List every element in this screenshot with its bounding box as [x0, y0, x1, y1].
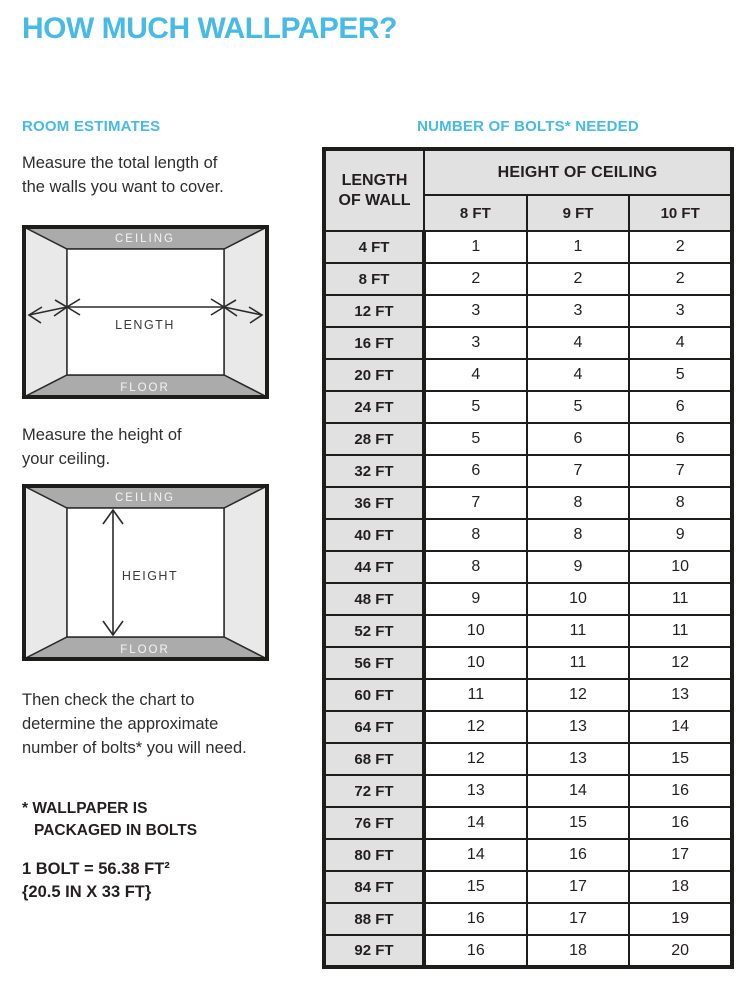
bolt-count-cell: 5	[424, 391, 527, 423]
bolt-count-cell: 8	[629, 487, 732, 519]
bolt-count-cell: 11	[527, 647, 630, 679]
right-wall-shape	[224, 486, 267, 659]
bolt-count-cell: 18	[527, 935, 630, 967]
bolt-count-cell: 4	[424, 359, 527, 391]
table-row	[324, 679, 732, 711]
footnote-line-1: * WALLPAPER IS	[22, 800, 148, 817]
row-label: 72 FT	[324, 775, 424, 807]
bolt-count-cell: 15	[527, 807, 630, 839]
row-label: 60 FT	[324, 679, 424, 711]
bolt-count-cell: 10	[424, 615, 527, 647]
ceiling-label: CEILING	[114, 233, 176, 245]
bolt-count-cell: 19	[629, 903, 732, 935]
col-header-10ft: 10 FT	[629, 195, 732, 231]
bolt-count-cell: 13	[629, 679, 732, 711]
row-label: 36 FT	[324, 487, 424, 519]
table-row	[324, 743, 732, 775]
wallpaper-footnote	[22, 798, 304, 842]
table-row	[324, 519, 732, 551]
bolt-count-cell: 17	[527, 903, 630, 935]
bolt-count-cell: 12	[629, 647, 732, 679]
row-label: 28 FT	[324, 423, 424, 455]
bolt-count-cell: 20	[629, 935, 732, 967]
row-label: 20 FT	[324, 359, 424, 391]
row-label: 56 FT	[324, 647, 424, 679]
bolt-count-cell: 11	[629, 583, 732, 615]
bolt-count-cell: 12	[424, 711, 527, 743]
bolt-count-cell: 14	[629, 711, 732, 743]
height-of-ceiling-header: HEIGHT OF CEILING	[424, 149, 732, 195]
bolt-count-cell: 17	[527, 871, 630, 903]
bolt-count-cell: 2	[629, 263, 732, 295]
bolt-count-cell: 14	[527, 775, 630, 807]
bolt-count-cell: 13	[527, 743, 630, 775]
bolt-count-cell: 6	[527, 423, 630, 455]
bolts-table-header	[324, 149, 732, 231]
table-row	[324, 327, 732, 359]
row-label: 84 FT	[324, 871, 424, 903]
step-3-text: Then check the chart to determine the approximate number of bolts* you will need.	[22, 691, 247, 757]
bolt-count-cell: 14	[424, 839, 527, 871]
bolt-count-cell: 7	[527, 455, 630, 487]
room-estimates-heading: ROOM ESTIMATES	[22, 118, 161, 135]
length-diagram	[22, 225, 269, 399]
bolt-count-cell: 15	[629, 743, 732, 775]
bolts-table	[322, 147, 734, 969]
bolt-count-cell: 13	[527, 711, 630, 743]
floor-label: FLOOR	[120, 644, 170, 656]
bolt-count-cell: 3	[629, 295, 732, 327]
bolt-count-cell: 6	[629, 423, 732, 455]
bolt-count-cell: 2	[424, 263, 527, 295]
table-row	[324, 263, 732, 295]
bolts-chart-section	[322, 118, 734, 969]
row-label: 24 FT	[324, 391, 424, 423]
bolt-count-cell: 16	[424, 935, 527, 967]
height-diagram	[22, 484, 269, 661]
bolt-count-cell: 15	[424, 871, 527, 903]
step-1-text: Measure the total length of the walls you want to cover.	[22, 154, 224, 196]
table-row	[324, 455, 732, 487]
bolt-count-cell: 8	[527, 487, 630, 519]
bolt-count-cell: 5	[527, 391, 630, 423]
table-row	[324, 935, 732, 967]
bolt-count-cell: 3	[424, 295, 527, 327]
row-label: 68 FT	[324, 743, 424, 775]
bolt-count-cell: 8	[424, 519, 527, 551]
bolt-count-cell: 7	[629, 455, 732, 487]
bolt-count-cell: 9	[629, 519, 732, 551]
table-row	[324, 487, 732, 519]
back-wall-shape	[67, 249, 224, 375]
ceiling-label: CEILING	[114, 492, 176, 504]
table-row	[324, 839, 732, 871]
row-label: 80 FT	[324, 839, 424, 871]
bolt-info-line-2: {20.5 IN X 33 FT}	[22, 883, 152, 901]
bolt-count-cell: 12	[424, 743, 527, 775]
row-label: 92 FT	[324, 935, 424, 967]
length-label: LENGTH	[115, 318, 175, 332]
row-label: 12 FT	[324, 295, 424, 327]
table-row	[324, 615, 732, 647]
table-row	[324, 871, 732, 903]
height-label: HEIGHT	[121, 569, 179, 583]
row-label: 32 FT	[324, 455, 424, 487]
bolt-count-cell: 7	[424, 487, 527, 519]
left-wall-shape	[24, 486, 67, 659]
bolt-count-cell: 9	[424, 583, 527, 615]
bolt-count-cell: 8	[527, 519, 630, 551]
page-title: HOW MUCH WALLPAPER?	[22, 12, 397, 45]
room-estimates-section	[22, 118, 304, 904]
bolt-count-cell: 11	[424, 679, 527, 711]
bolt-count-cell: 8	[424, 551, 527, 583]
row-label: 48 FT	[324, 583, 424, 615]
bolts-table-body	[324, 231, 732, 967]
bolt-info-line-1: 1 BOLT = 56.38 FT²	[22, 860, 170, 878]
bolt-count-cell: 11	[527, 615, 630, 647]
footnote-line-2: PACKAGED IN BOLTS	[34, 822, 198, 839]
bolt-count-cell: 2	[629, 231, 732, 263]
bolt-count-cell: 16	[629, 775, 732, 807]
row-label: 16 FT	[324, 327, 424, 359]
bolt-count-cell: 5	[424, 423, 527, 455]
bolt-count-cell: 12	[527, 679, 630, 711]
table-row	[324, 551, 732, 583]
bolt-count-cell: 16	[527, 839, 630, 871]
table-row	[324, 775, 732, 807]
bolt-count-cell: 17	[629, 839, 732, 871]
row-label: 76 FT	[324, 807, 424, 839]
floor-label: FLOOR	[120, 382, 170, 394]
row-label: 88 FT	[324, 903, 424, 935]
row-label: 52 FT	[324, 615, 424, 647]
bolt-size-info	[22, 858, 304, 904]
length-of-wall-header: LENGTH OF WALL	[324, 149, 424, 231]
bolt-count-cell: 16	[424, 903, 527, 935]
bolt-count-cell: 3	[424, 327, 527, 359]
bolt-count-cell: 11	[629, 615, 732, 647]
bolt-count-cell: 10	[424, 647, 527, 679]
bolt-count-cell: 5	[629, 359, 732, 391]
bolt-count-cell: 16	[629, 807, 732, 839]
bolt-count-cell: 9	[527, 551, 630, 583]
row-label: 40 FT	[324, 519, 424, 551]
bolt-count-cell: 14	[424, 807, 527, 839]
table-row	[324, 359, 732, 391]
bolt-count-cell: 10	[629, 551, 732, 583]
table-row	[324, 647, 732, 679]
bolt-count-cell: 4	[629, 327, 732, 359]
bolt-count-cell: 4	[527, 359, 630, 391]
table-row	[324, 583, 732, 615]
bolt-count-cell: 6	[629, 391, 732, 423]
table-row	[324, 903, 732, 935]
row-label: 44 FT	[324, 551, 424, 583]
row-label: 4 FT	[324, 231, 424, 263]
bolt-count-cell: 1	[527, 231, 630, 263]
table-row	[324, 295, 732, 327]
table-row	[324, 423, 732, 455]
bolt-count-cell: 6	[424, 455, 527, 487]
step-2-text: Measure the height of your ceiling.	[22, 426, 182, 468]
bolt-count-cell: 18	[629, 871, 732, 903]
table-row	[324, 391, 732, 423]
col-header-8ft: 8 FT	[424, 195, 527, 231]
table-row	[324, 711, 732, 743]
table-row	[324, 807, 732, 839]
bolt-count-cell: 4	[527, 327, 630, 359]
bolt-count-cell: 3	[527, 295, 630, 327]
bolt-count-cell: 13	[424, 775, 527, 807]
table-row	[324, 231, 732, 263]
row-label: 64 FT	[324, 711, 424, 743]
bolt-count-cell: 2	[527, 263, 630, 295]
row-label: 8 FT	[324, 263, 424, 295]
bolt-count-cell: 10	[527, 583, 630, 615]
bolts-needed-heading: NUMBER OF BOLTS* NEEDED	[417, 118, 639, 135]
col-header-9ft: 9 FT	[527, 195, 630, 231]
bolt-count-cell: 1	[424, 231, 527, 263]
